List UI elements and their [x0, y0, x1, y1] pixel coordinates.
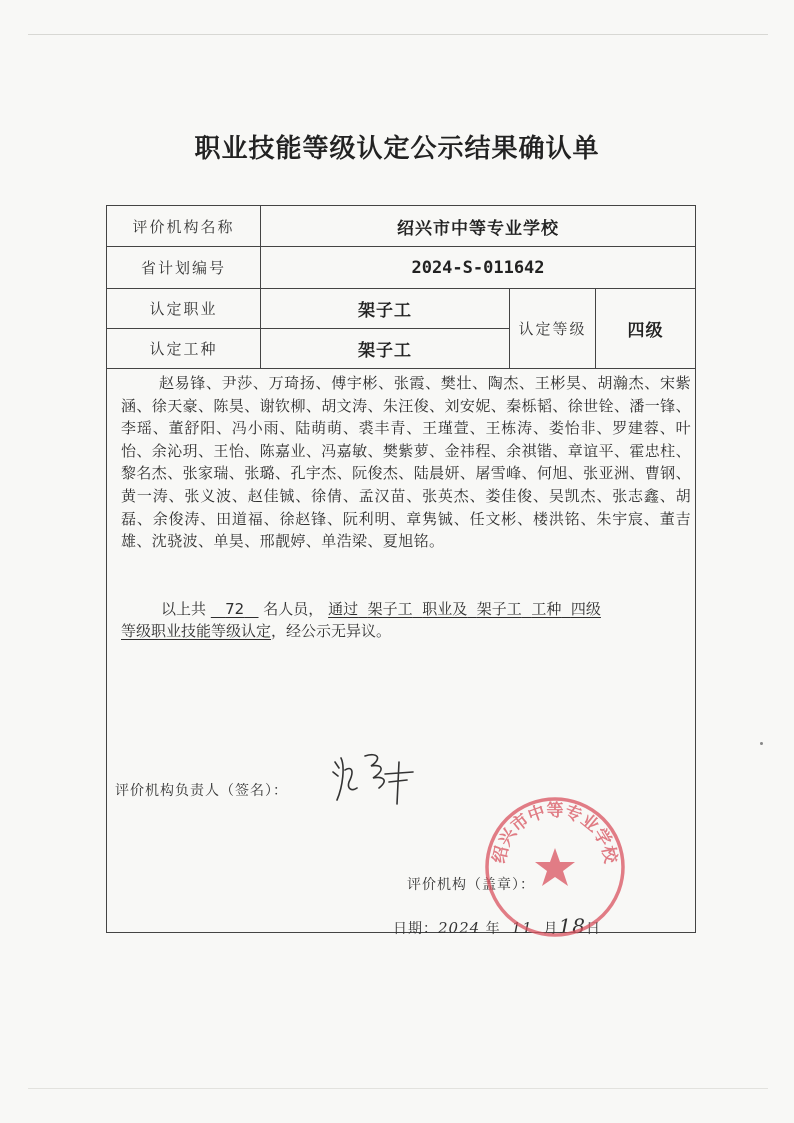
summary-ending: ，经公示无异议。	[271, 622, 392, 640]
seal-star-icon	[535, 848, 575, 886]
summary-passed-clause: 通过 架子工 职业及 架子工 工种 四级	[328, 600, 601, 618]
date-year: 2024	[438, 919, 481, 937]
official-seal	[480, 792, 630, 942]
trade-value: 架子工	[358, 341, 412, 361]
candidate-names: 赵易锋、尹莎、万琦扬、傅宇彬、张霞、樊壮、陶杰、王彬昊、胡瀚杰、宋紫涵、徐天豪、陈昊、谢钦柳、胡文涛、朱汪俊、刘安妮、秦栎韬、徐世铨、潘一锋、李瑶、董舒阳、冯小雨、陆萌萌、裘丰青、王瑾萱、王栋涛、娄怡非、罗建蓉、叶怡、余沁玥、王怡、陈嘉业、冯嘉敏、樊紫萝、金祎程、余祺锴、章谊平、霍忠柱、黎名杰、张家瑞、张璐、孔宇杰、阮俊杰、陆晨妍、屠雪峰、何旭、张亚洲、曹钢、黄一涛、张义波、赵佳铖、徐倩、孟汉苗、张英杰、娄佳俊、吴凯杰、张志鑫、胡磊、余俊涛、田道福、徐赵锋、阮利明、章隽铖、任文彬、楼洪铭、朱宇宸、董吉雄、沈骁波、单昊、邢靓婷、单浩梁、夏旭铭。	[121, 374, 691, 551]
summary-people: 名人员，	[263, 600, 324, 618]
scan-speck	[760, 742, 763, 745]
level-value: 四级	[627, 321, 664, 341]
trade-label: 认定工种	[149, 340, 218, 358]
plan-number-value: 2024-S-011642	[411, 257, 545, 278]
signer-label: 评价机构负责人（签名）：	[115, 783, 288, 799]
date-day-char: 日	[586, 921, 601, 937]
date-year-char: 年	[485, 921, 501, 937]
handwritten-signature	[327, 748, 427, 808]
plan-number-label: 省计划编号	[140, 259, 226, 277]
date-month-char: 月	[543, 921, 559, 937]
org-name-label: 评价机构名称	[132, 217, 235, 236]
summary-prefix: 以上共	[161, 600, 207, 618]
seal-text: 绍兴市中等专业学校	[489, 801, 621, 866]
summary-statement	[121, 598, 691, 642]
document-title: 职业技能等级认定公示结果确认单	[194, 134, 600, 164]
occupation-label: 认定职业	[149, 300, 218, 318]
org-name-value: 绍兴市中等专业学校	[397, 218, 559, 239]
summary-line2: 等级职业技能等级认定	[121, 622, 272, 640]
date-day: 18	[558, 914, 586, 938]
org-seal-label: 评价机构（盖章）：	[407, 877, 535, 893]
summary-count: 72	[225, 600, 245, 618]
scan-edge-top	[28, 34, 768, 35]
scan-edge-bottom	[28, 1088, 768, 1089]
level-label: 认定等级	[518, 320, 587, 338]
occupation-value: 架子工	[358, 301, 412, 321]
date-month: 11	[511, 919, 533, 937]
date-prefix: 日期：	[393, 921, 438, 937]
row-divider	[107, 368, 695, 369]
